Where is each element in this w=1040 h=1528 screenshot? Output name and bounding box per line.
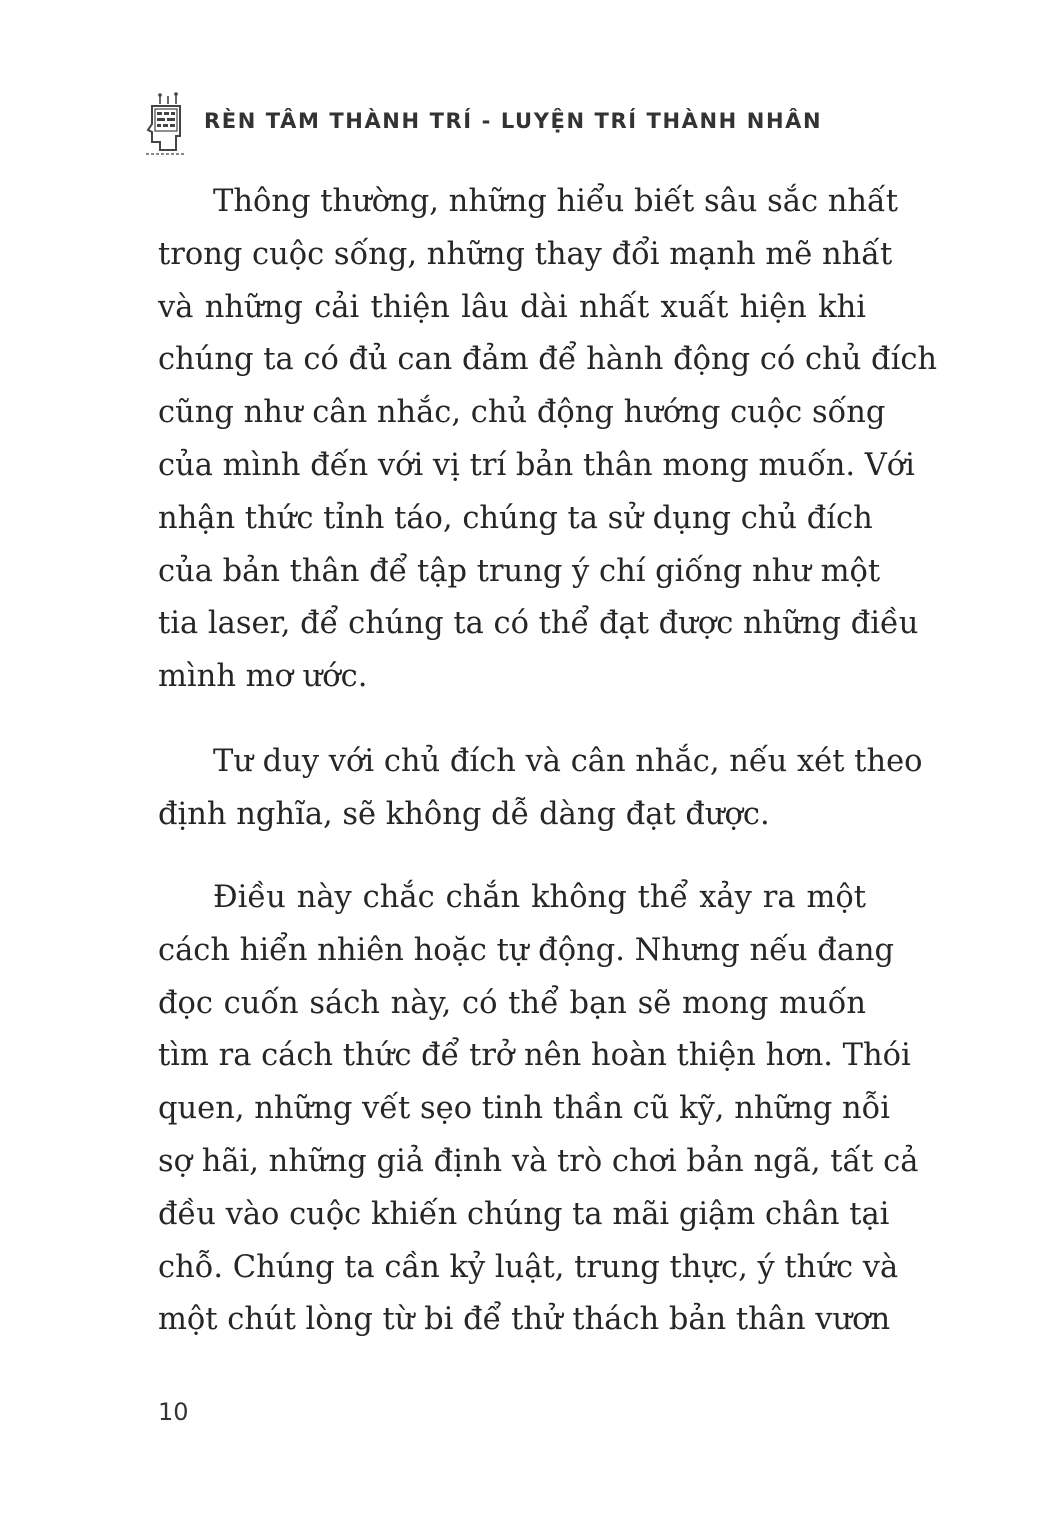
text-line: đọc cuốn sách này, có thể bạn sẽ mong muốn [158, 985, 866, 1021]
text-line: quen, những vết sẹo tinh thần cũ kỹ, những nỗi [158, 1091, 891, 1127]
text-line: trong cuộc sống, những thay đổi mạnh mẽ nhất [158, 236, 893, 272]
text-line: Điều này chắc chắn không thể xảy ra một [213, 880, 866, 915]
text-line: cũng như cân nhắc, chủ động hướng cuộc sống [158, 395, 886, 431]
page-number: 10 [158, 1398, 189, 1426]
text-line: một chút lòng từ bi để thử thách bản thân vươn [158, 1302, 891, 1338]
text-line: sợ hãi, những giả định và trò chơi bản ngã, tất cả [158, 1143, 919, 1179]
text-line: và những cải thiện lâu dài nhất xuất hiện khi [158, 289, 866, 325]
text-line: Thông thường, những hiểu biết sâu sắc nhất [213, 184, 898, 219]
text-line: tìm ra cách thức để trở nên hoàn thiện hơn. Thói [158, 1038, 911, 1074]
text-line: Tư duy với chủ đích và cân nhắc, nếu xét theo [213, 744, 923, 779]
text-line: chúng ta có đủ can đảm để hành động có chủ đích [158, 342, 938, 378]
text-line: đều vào cuộc khiến chúng ta mãi giậm chân tại [158, 1196, 890, 1232]
paragraph-1 [158, 176, 938, 704]
paragraph-3 [158, 872, 919, 1347]
text-line: nhận thức tỉnh táo, chúng ta sử dụng chủ đích [158, 500, 873, 536]
text-line: của mình đến với vị trí bản thân mong muốn. Với [158, 447, 915, 483]
text-line: tia laser, để chúng ta có thể đạt được những điều [158, 606, 919, 642]
text-line: của bản thân để tập trung ý chí giống như một [158, 553, 881, 589]
text-line: cách hiển nhiên hoặc tự động. Nhưng nếu đang [158, 932, 895, 968]
head-with-brain-icon [140, 92, 188, 158]
paragraph-2 [158, 736, 923, 842]
text-line: chỗ. Chúng ta cần kỷ luật, trung thực, ý thức và [158, 1249, 899, 1285]
text-line: mình mơ ước. [158, 659, 368, 695]
running-title: RÈN TÂM THÀNH TRÍ - LUYỆN TRÍ THÀNH NHÂN [204, 109, 823, 133]
text-line: định nghĩa, sẽ không dễ dàng đạt được. [158, 796, 770, 832]
running-header [140, 92, 822, 158]
